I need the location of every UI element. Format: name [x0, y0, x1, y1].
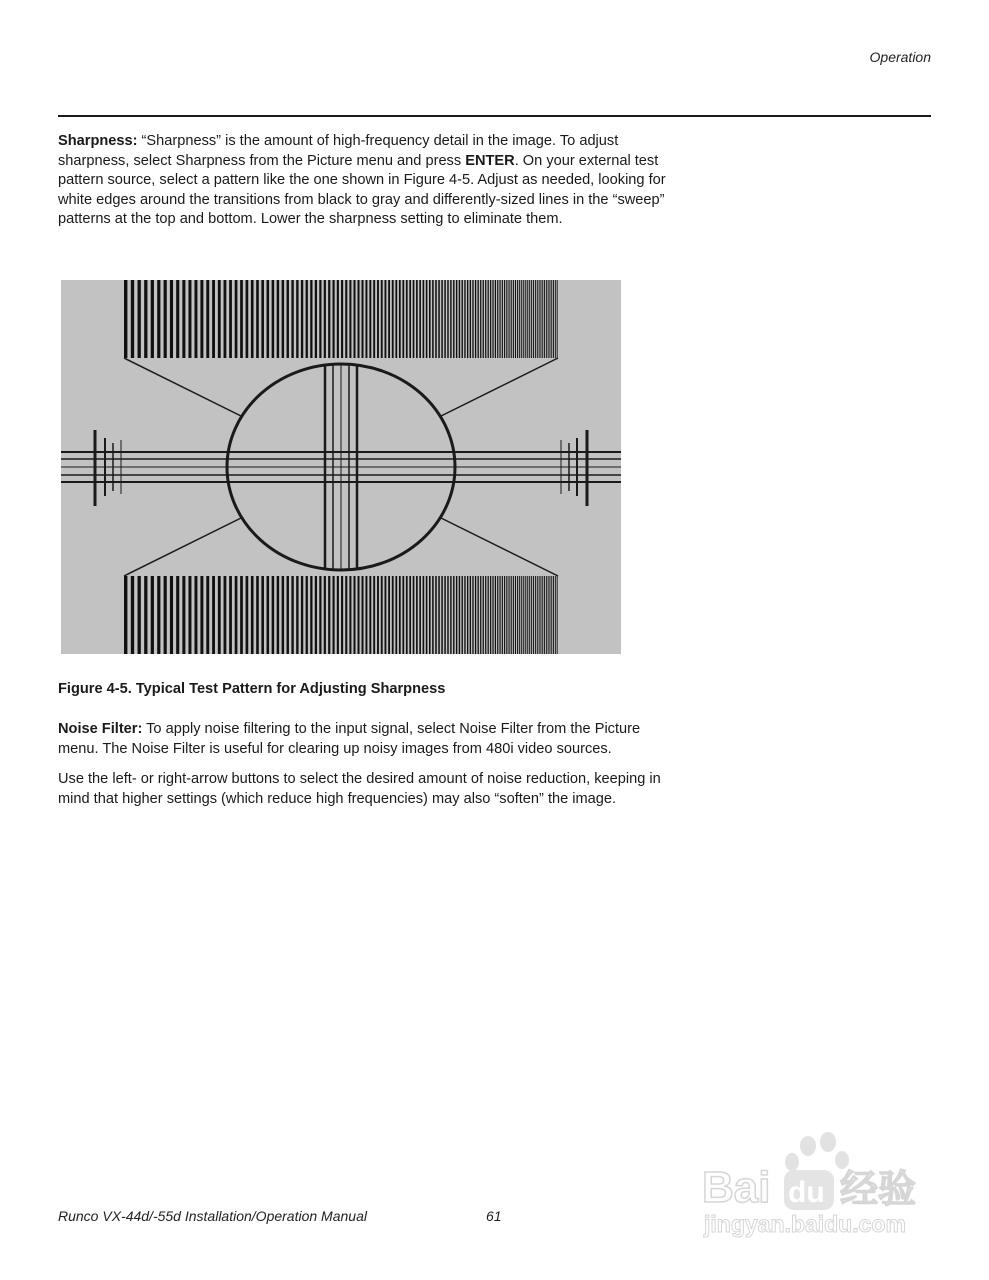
watermark-brand: Bai: [702, 1163, 771, 1212]
sweep-bar: [402, 576, 404, 654]
sweep-bar: [267, 576, 270, 654]
sweep-bar: [409, 280, 411, 358]
sweep-bar: [301, 280, 303, 358]
sweep-bar: [240, 576, 243, 654]
sweep-bar: [218, 280, 221, 358]
sweep-bar: [349, 576, 351, 654]
sweep-bar: [453, 280, 454, 358]
sweep-bar: [435, 280, 437, 358]
sweep-bar: [218, 576, 221, 654]
sweep-bar: [194, 280, 197, 358]
sweep-bar: [513, 576, 514, 654]
sweep-bar: [497, 280, 498, 358]
sweep-bar: [206, 280, 209, 358]
sweep-bar: [151, 576, 154, 654]
sweep-bar: [246, 280, 249, 358]
sweep-bar: [553, 576, 554, 654]
sweep-bar: [429, 280, 431, 358]
sweep-bar: [406, 280, 408, 358]
sweep-bar: [444, 280, 445, 358]
sweep-bar: [413, 576, 415, 654]
sweep-bar: [551, 280, 552, 358]
sweep-bar: [182, 280, 185, 358]
sweep-bar: [546, 280, 547, 358]
sweep-bar: [441, 280, 443, 358]
noise-filter-term: Noise Filter:: [58, 721, 143, 737]
sweep-bar: [277, 576, 279, 654]
header-rule: [58, 115, 931, 117]
sweep-bar: [138, 576, 141, 654]
sweep-bar: [392, 576, 394, 654]
sweep-bar: [369, 280, 371, 358]
sweep-bar: [388, 576, 390, 654]
sweep-bar: [485, 280, 486, 358]
sweep-bar: [495, 280, 496, 358]
sweep-bar: [523, 280, 524, 358]
sweep-bar: [267, 280, 270, 358]
sweep-bar: [456, 280, 457, 358]
sweep-bar: [509, 576, 510, 654]
sweep-bar: [542, 280, 543, 358]
sweep-bar: [540, 280, 541, 358]
sweep-bar: [315, 280, 317, 358]
sweep-bar: [464, 280, 465, 358]
sweep-bar: [432, 576, 434, 654]
sweep-bar: [450, 576, 451, 654]
sweep-bar: [164, 280, 167, 358]
sweep-bar: [483, 576, 484, 654]
sweep-bar: [365, 576, 367, 654]
sweep-bar: [539, 576, 540, 654]
sweep-bar: [157, 280, 160, 358]
sweep-bar: [515, 280, 516, 358]
sweep-bar: [291, 280, 293, 358]
sweep-bar: [194, 576, 197, 654]
sweep-bar: [426, 280, 428, 358]
sweep-bar: [447, 576, 448, 654]
sweep-bar: [182, 576, 185, 654]
sweep-bar: [301, 576, 303, 654]
sweep-bar: [488, 576, 489, 654]
sharpness-text-2: . On your external test pattern source, select a pattern like the one shown in Figure 4-5. Adjust as needed, looking for white edges around the transitions from black to gray and differently-sized lines in the “sweep” patterns at the top and bottom. Lower the sharpness setting to eliminate them.: [58, 152, 666, 227]
sweep-bar: [388, 280, 390, 358]
sweep-bar: [456, 576, 457, 654]
sweep-bar: [504, 280, 505, 358]
sweep-bar: [492, 280, 493, 358]
sweep-bar: [513, 280, 514, 358]
sweep-bar: [438, 576, 440, 654]
sweep-bar: [497, 576, 498, 654]
sweep-bar: [353, 280, 355, 358]
sweep-bar: [539, 280, 540, 358]
sweep-bar: [345, 280, 347, 358]
sweep-bar: [523, 576, 524, 654]
sweep-bar: [176, 576, 179, 654]
sweep-bar: [131, 576, 134, 654]
sweep-bar: [310, 576, 312, 654]
sweep-bar: [488, 280, 489, 358]
sweep-bar: [413, 280, 415, 358]
sweep-bar: [529, 280, 530, 358]
sweep-bar: [423, 576, 425, 654]
sweep-bar: [385, 576, 387, 654]
sweep-bar: [509, 280, 510, 358]
sweep-bar: [459, 576, 460, 654]
sweep-bar: [441, 576, 443, 654]
sweep-bar: [462, 280, 463, 358]
sweep-bar: [429, 576, 431, 654]
watermark-cn: 经验: [840, 1167, 917, 1211]
sweep-bar: [519, 576, 520, 654]
sweep-bar: [438, 280, 440, 358]
sweep-bar: [533, 576, 534, 654]
sweep-bar: [459, 280, 460, 358]
sweep-bar: [358, 280, 360, 358]
sweep-bar: [124, 576, 127, 654]
sweep-bar: [131, 280, 134, 358]
sweep-bar: [251, 576, 254, 654]
sweep-bar: [369, 576, 371, 654]
sweep-bar: [315, 576, 317, 654]
sweep-bar: [332, 576, 334, 654]
baidu-jingyan-watermark: [700, 1132, 930, 1238]
sweep-bar: [151, 280, 154, 358]
sweep-bar: [212, 576, 215, 654]
sweep-bar: [470, 280, 471, 358]
sweep-bar: [553, 280, 554, 358]
sweep-bar: [502, 576, 503, 654]
sweep-bar: [464, 576, 465, 654]
sweep-bar: [551, 576, 552, 654]
paw-icon: [785, 1132, 849, 1171]
sweep-bar: [480, 280, 481, 358]
watermark-url: jingyan.baidu.com: [704, 1211, 906, 1237]
sweep-bar: [373, 280, 375, 358]
sweep-bar: [550, 280, 551, 358]
sweep-bar: [525, 576, 526, 654]
sweep-bar: [282, 576, 284, 654]
sweep-bar: [485, 576, 486, 654]
enter-key: ENTER: [465, 152, 515, 169]
sweep-bar: [472, 280, 473, 358]
sweep-bar: [341, 576, 343, 654]
sweep-bar: [521, 576, 522, 654]
sweep-bar: [511, 576, 512, 654]
sweep-bar: [277, 280, 279, 358]
header-section-label: Operation: [869, 49, 931, 65]
sweep-bar: [535, 576, 536, 654]
sweep-bar: [229, 576, 232, 654]
sweep-bar: [319, 280, 321, 358]
sweep-bar: [444, 576, 445, 654]
sweep-bar: [345, 576, 347, 654]
sweep-bar: [495, 576, 496, 654]
sweep-bar: [381, 576, 383, 654]
sweep-bar: [291, 576, 293, 654]
watermark-brand-2: du: [788, 1176, 825, 1209]
sweep-bar: [506, 280, 507, 358]
sweep-bar: [272, 576, 275, 654]
sweep-bar: [362, 576, 364, 654]
sweep-bar: [395, 280, 397, 358]
sweep-bar: [306, 576, 308, 654]
sweep-bar: [409, 576, 411, 654]
sweep-bar: [483, 280, 484, 358]
noise-filter-paragraph: [58, 720, 683, 759]
sweep-bar: [475, 280, 476, 358]
sweep-bar: [467, 576, 468, 654]
sweep-bar: [517, 280, 518, 358]
sweep-bar: [517, 576, 518, 654]
sweep-bar: [251, 280, 254, 358]
sweep-bar: [287, 576, 289, 654]
sweep-bar: [365, 280, 367, 358]
sweep-bar: [490, 576, 491, 654]
sweep-bar: [144, 280, 147, 358]
sweep-bar: [272, 280, 275, 358]
sweep-bar: [188, 280, 191, 358]
sweep-bar: [328, 576, 330, 654]
sweep-bar: [557, 280, 558, 358]
sweep-bar: [176, 280, 179, 358]
sweep-bar: [212, 280, 215, 358]
sweep-bar: [529, 576, 530, 654]
sweep-bar: [537, 576, 538, 654]
sweep-bar: [533, 280, 534, 358]
sweep-bar: [426, 576, 428, 654]
sweep-bar: [499, 576, 500, 654]
sweep-bar: [138, 280, 141, 358]
figure-caption: Figure 4-5. Typical Test Pattern for Adjusting Sharpness: [58, 681, 446, 697]
sweep-bar: [423, 280, 425, 358]
sweep-bar: [467, 280, 468, 358]
sweep-bar: [144, 576, 147, 654]
sweep-bar: [470, 576, 471, 654]
sweep-bar: [170, 576, 173, 654]
sharpness-test-pattern: [61, 280, 621, 654]
sweep-bar: [200, 280, 203, 358]
sweep-bar: [261, 576, 264, 654]
sweep-bar: [395, 576, 397, 654]
sweep-bar: [519, 280, 520, 358]
sweep-bar: [282, 280, 284, 358]
sweep-bar: [261, 280, 264, 358]
sweep-bar: [478, 576, 479, 654]
sweep-bar: [555, 280, 556, 358]
sweep-bar: [296, 280, 298, 358]
sharpness-text-1: “Sharpness” is the amount of high-frequency detail in the image. To adjust sharpness, select Sharpness from the Picture menu and press: [58, 133, 619, 169]
sweep-bar: [310, 280, 312, 358]
sweep-bar: [256, 576, 259, 654]
sweep-bar: [416, 280, 418, 358]
sweep-bar: [373, 576, 375, 654]
arrow-buttons-paragraph: Use the left- or right-arrow buttons to select the desired amount of noise reduction, keeping in mind that higher settings (which reduce high frequencies) may also “soften” the image.: [58, 771, 661, 807]
sweep-bar: [337, 576, 339, 654]
sweep-bar: [319, 576, 321, 654]
sweep-bar: [341, 280, 343, 358]
sweep-bar: [164, 576, 167, 654]
sweep-bar: [377, 280, 379, 358]
sweep-bar: [419, 280, 421, 358]
sweep-bar: [324, 576, 326, 654]
sweep-bar: [324, 280, 326, 358]
sweep-bar: [224, 576, 227, 654]
sweep-bar: [377, 576, 379, 654]
sweep-bar: [332, 280, 334, 358]
sweep-bar: [385, 280, 387, 358]
sweep-bar: [435, 576, 437, 654]
sweep-bar: [472, 576, 473, 654]
sweep-bar: [235, 280, 238, 358]
sweep-bar: [544, 576, 545, 654]
sweep-bar: [480, 576, 481, 654]
sweep-bar: [358, 576, 360, 654]
sweep-bar: [353, 576, 355, 654]
sweep-bar: [546, 576, 547, 654]
sweep-bar: [475, 576, 476, 654]
sweep-bar: [490, 280, 491, 358]
sweep-bar: [548, 576, 549, 654]
sweep-bar: [402, 280, 404, 358]
sweep-bar: [328, 280, 330, 358]
sweep-bar: [392, 280, 394, 358]
sweep-bar: [506, 576, 507, 654]
sweep-bar: [170, 280, 173, 358]
sweep-bar: [511, 280, 512, 358]
sweep-bar: [306, 280, 308, 358]
sweep-bar: [256, 280, 259, 358]
sweep-bar: [462, 576, 463, 654]
sweep-bar: [531, 280, 532, 358]
sweep-bar: [399, 280, 401, 358]
sweep-bar: [235, 576, 238, 654]
sweep-bar: [399, 576, 401, 654]
sweep-bar: [296, 576, 298, 654]
sweep-bar: [544, 280, 545, 358]
sweep-bar: [540, 576, 541, 654]
sweep-bar: [349, 280, 351, 358]
sweep-bar: [504, 576, 505, 654]
sweep-bar: [550, 576, 551, 654]
sweep-bar: [246, 576, 249, 654]
sweep-bar: [450, 280, 451, 358]
sweep-bar: [521, 280, 522, 358]
sweep-bar: [224, 280, 227, 358]
sweep-bar: [419, 576, 421, 654]
sweep-bar: [362, 280, 364, 358]
sweep-bar: [515, 576, 516, 654]
sweep-bar: [124, 280, 127, 358]
sweep-bar: [478, 280, 479, 358]
sweep-bar: [557, 576, 558, 654]
sweep-bar: [527, 280, 528, 358]
sweep-bar: [453, 576, 454, 654]
sharpness-paragraph: [58, 132, 683, 230]
sweep-bar: [432, 280, 434, 358]
sweep-bar: [525, 280, 526, 358]
sweep-bar: [492, 576, 493, 654]
sweep-bar: [157, 576, 160, 654]
sharpness-term: Sharpness:: [58, 133, 138, 149]
sweep-bar: [527, 576, 528, 654]
sweep-bar: [337, 280, 339, 358]
footer-manual-title: Runco VX-44d/-55d Installation/Operation Manual: [58, 1208, 367, 1224]
sweep-bar: [502, 280, 503, 358]
sweep-bar: [188, 576, 191, 654]
sweep-bar: [548, 280, 549, 358]
footer-page-number: 61: [486, 1208, 502, 1224]
sweep-bar: [447, 280, 448, 358]
sweep-bar: [240, 280, 243, 358]
sweep-bar: [200, 576, 203, 654]
sweep-bar: [531, 576, 532, 654]
sweep-bar: [206, 576, 209, 654]
sweep-bar: [499, 280, 500, 358]
noise-filter-text: To apply noise filtering to the input signal, select Noise Filter from the Picture menu. The Noise Filter is useful for clearing up noisy images from 480i video sources.: [58, 721, 641, 757]
sweep-bar: [535, 280, 536, 358]
sweep-bar: [555, 576, 556, 654]
sweep-bar: [406, 576, 408, 654]
sweep-bar: [542, 576, 543, 654]
sweep-bar: [537, 280, 538, 358]
sweep-bar: [381, 280, 383, 358]
sweep-bar: [229, 280, 232, 358]
sweep-bar: [416, 576, 418, 654]
sweep-bar: [287, 280, 289, 358]
